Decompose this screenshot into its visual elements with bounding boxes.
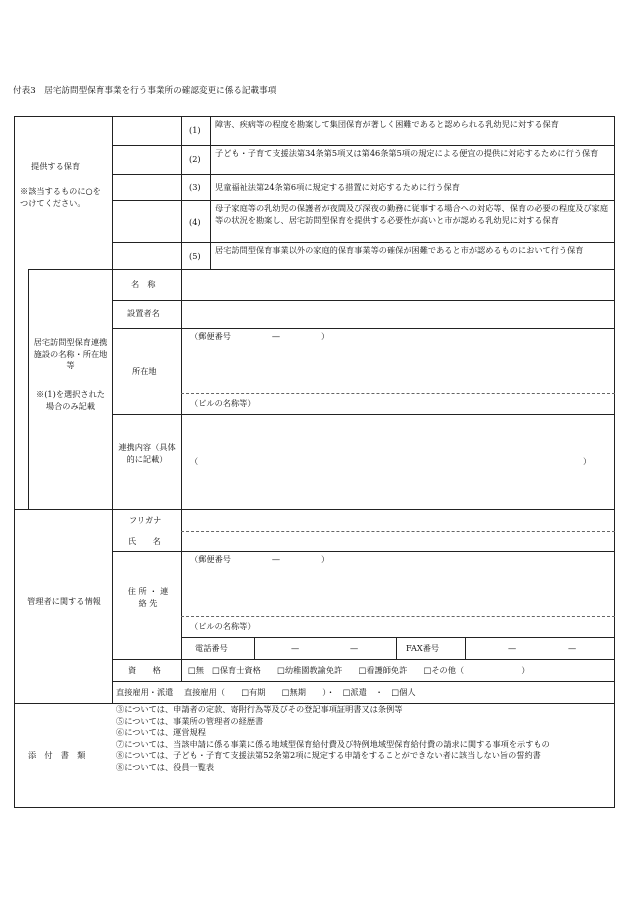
qualification-label: 資 格 <box>128 665 161 675</box>
attachments-list <box>116 704 613 773</box>
fax-dash: — <box>508 643 517 653</box>
manager-furigana-label: フリガナ <box>129 515 162 525</box>
phone-label: 電話番号 <box>195 643 228 653</box>
care-item-text: 児童福祉法第24条第6項に規定する措置に対応するために行う保育 <box>215 182 460 192</box>
facility-note: ※(1)を選択された場合のみ記載 <box>36 389 105 411</box>
content-paren-close: ） <box>583 456 592 466</box>
attachment-line: ⑥については、運営規程 <box>116 727 206 737</box>
phone-dash: — <box>350 643 359 653</box>
care-item-number: (5) <box>189 251 201 261</box>
facility-name-label: 名 称 <box>131 279 156 289</box>
care-item-text: 居宅訪問型保育事業以外の家庭的保育事業等の確保が困難であると市が認めるものにおいて行う保育 <box>215 245 584 255</box>
facility-content-label: 連携内容（具体的に記載） <box>118 442 176 464</box>
facility-label: 居宅訪問型保育連携施設の名称・所在地等 <box>33 337 108 370</box>
facility-address-label: 所在地 <box>132 366 157 376</box>
fax-dash: — <box>568 643 577 653</box>
provided-care-label: 提供する保育 <box>31 161 81 171</box>
content-paren-open: （ <box>190 456 199 466</box>
attachment-line: ⑧については、子ども・子育て支援法第52条第2項に規定する申請をすることができない者に該当しない旨の誓約書 <box>116 750 541 760</box>
care-item-number: (1) <box>189 125 201 135</box>
facility-founder-label: 設置者名 <box>127 308 160 318</box>
form-title: 付表3 居宅訪問型保育事業を行う事業所の確認変更に係る記載事項 <box>13 86 277 96</box>
care-item-text: 子ども・子育て支援法第34条第5項又は第46条第5項の規定による便宜の提供に対応するために行う保育 <box>215 148 599 158</box>
manager-address-label: 住 所 ・ 連 絡 先 <box>127 586 169 608</box>
manager-label: 管理者に関する情報 <box>27 596 101 606</box>
attachment-line: ⑧については、役員一覧表 <box>116 761 215 772</box>
attachment-line: ③については、申請者の定款、寄附行為等及びその登記事項証明書又は条例等 <box>116 704 403 714</box>
provided-care-note: ※該当するものに○をつけてください。 <box>20 186 101 208</box>
facility-building-field[interactable]: （ビルの名称等） <box>190 398 256 408</box>
care-item-text: 障害、疾病等の程度を勘案して集団保育が著しく困難であると認められる乳幼児に対する保育 <box>215 119 559 129</box>
care-item-text: 母子家庭等の乳幼児の保護者が夜間及び深夜の勤務に従事する場合への対応等、保育の必要の程度及び家庭等の状況を勘案し、居宅訪問型保育を提供する必要性が高いと市が認める乳幼児に対する保育 <box>215 203 609 225</box>
phone-dash: — <box>291 643 300 653</box>
manager-name-label: 氏 名 <box>128 536 161 546</box>
care-item-number: (3) <box>189 182 201 192</box>
care-item-number: (2) <box>189 154 201 164</box>
facility-postal-field[interactable]: （郵便番号 — ） <box>190 331 330 341</box>
manager-building-field[interactable]: （ビルの名称等） <box>190 621 256 631</box>
fax-label: FAX番号 <box>406 643 440 653</box>
qualification-options[interactable]: □無 □保育士資格 □幼稚園教諭免許 □看護師免許 □その他（ ） <box>188 665 530 675</box>
employment-label: 直接雇用・派遣 <box>116 687 174 697</box>
employment-options[interactable]: 直接雇用（ □有期 □無期 ）・ □派遣 ・ □個人 <box>184 687 416 697</box>
attachment-line: ⑦については、当該申請に係る事業に係る地域型保育給付費及び特例地域型保育給付費の請求に関する事項を示すもの <box>116 738 550 749</box>
attachment-line: ⑤については、事業所の管理者の経歴書 <box>116 715 264 726</box>
attachments-label: 添 付 書 類 <box>28 750 86 760</box>
care-item-number: (4) <box>189 217 201 227</box>
manager-postal-field[interactable]: （郵便番号 — ） <box>190 554 330 564</box>
